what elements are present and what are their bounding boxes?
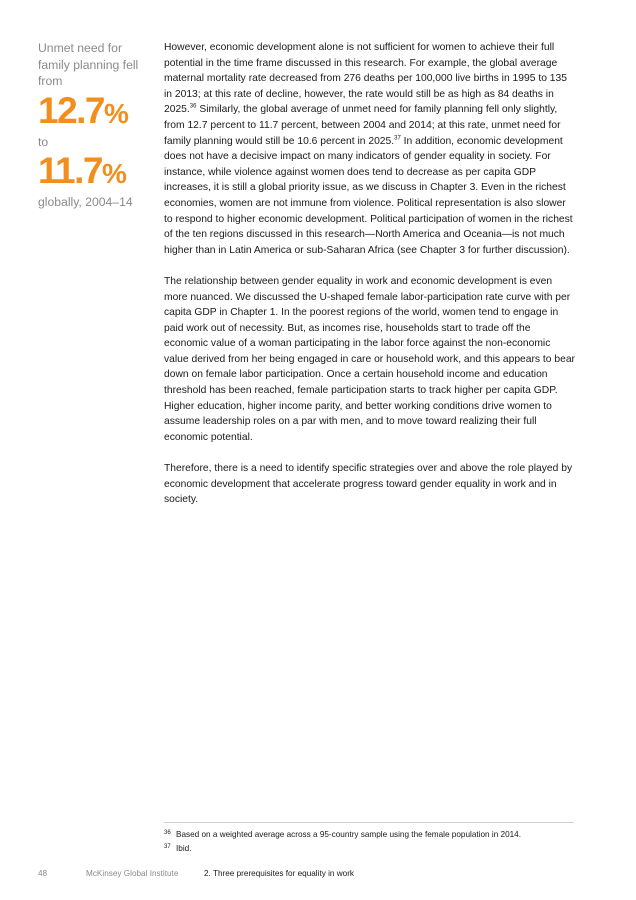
footnote-ref-37: 37 — [394, 135, 401, 142]
footnote-text: Ibid. — [176, 844, 192, 853]
callout-connector: to — [38, 134, 49, 149]
callout-scope: globally, 2004–14 — [38, 195, 133, 209]
sidebar-callout — [38, 40, 148, 211]
callout-value-start — [38, 89, 148, 133]
paragraph-1 — [164, 40, 576, 258]
callout-value-start-unit: % — [104, 97, 129, 129]
publisher-name: McKinsey Global Institute — [86, 869, 179, 878]
paragraph-3: Therefore, there is a need to identify specific strategies over and above the role played by economic development that accelerate progress toward gender equality in work and in society. — [164, 463, 573, 506]
footnote-number: 37 — [164, 844, 171, 850]
callout-value-end-unit: % — [101, 158, 127, 189]
body-text — [164, 40, 576, 523]
callout-value-end-number: 11.7 — [38, 150, 102, 191]
callout-intro: Unmet need for family planning fell from — [38, 41, 139, 88]
footnotes — [164, 828, 576, 856]
chapter-title: 2. Three prerequisites for equality in work — [204, 869, 355, 878]
footnote-item — [164, 842, 576, 856]
footnote-text: Based on a weighted average across a 95-country sample using the female population in 2014. — [176, 830, 522, 839]
paragraph-2: The relationship between gender equality in work and economic development is even more nuanced. We discussed the U-shaped female labor-participation rate curve with per capita GDP in Chapter 1. In the poorest regions of the world, women tend to engage in paid work out of necessity. But, as incomes rise, households start to trade off the economic value of a woman participating in the labor force against the non-economic value derived from her being engaged in care or household work, and this appears to bear down on female labor participation. Once a certain household income and education threshold has been reached, female participation starts to track higher per capita GDP. Higher education, higher income parity, and better working conditions drive women to assume leadership roles on a par with men, and to move toward realizing their full economic potential. — [164, 275, 575, 443]
callout-value-start-number: 12.7 — [38, 89, 105, 131]
paragraph-1-part-c: In addition, economic development does not have a decisive impact on many indicators of gender equality in society. For instance, while violence against women does tend to decrease as per capita GDP increases, it is still a global priority issue, as we discuss in Chapter 3. Even in the richest economies, women are not immune from violence. Political representation is also slower to respond to higher economic development. Political participation of women in the richest of the ten regions discussed in this research—North America and Oceania—is not much higher than in Latin America or sub-Saharan Africa (see Chapter 3 for further discussion). — [164, 135, 573, 256]
footnote-number: 36 — [164, 830, 171, 836]
footnote-divider — [164, 822, 574, 823]
callout-value-end — [38, 152, 148, 193]
page-number: 48 — [38, 869, 48, 878]
paragraph-1-part-a: However, economic development alone is not sufficient for women to achieve their full potential in the time frame discussed in this research. For example, the global average maternal mortality rate decreased from 276 deaths per 100,000 live births in 1995 to 135 in 2013; at this rate of decline, however, the rate would still be as high as 84 deaths in 2025. — [164, 42, 567, 116]
paragraph-1-part-b: Similarly, the global average of unmet need for family planning fell only slightly, from 12.7 percent to 11.7 percent, between 2004 and 2014; at this rate, unmet need for family planning would still be 10.6 percent in 2025. — [164, 104, 561, 147]
footnote-item — [164, 828, 576, 842]
footnote-ref-36: 36 — [189, 103, 197, 110]
